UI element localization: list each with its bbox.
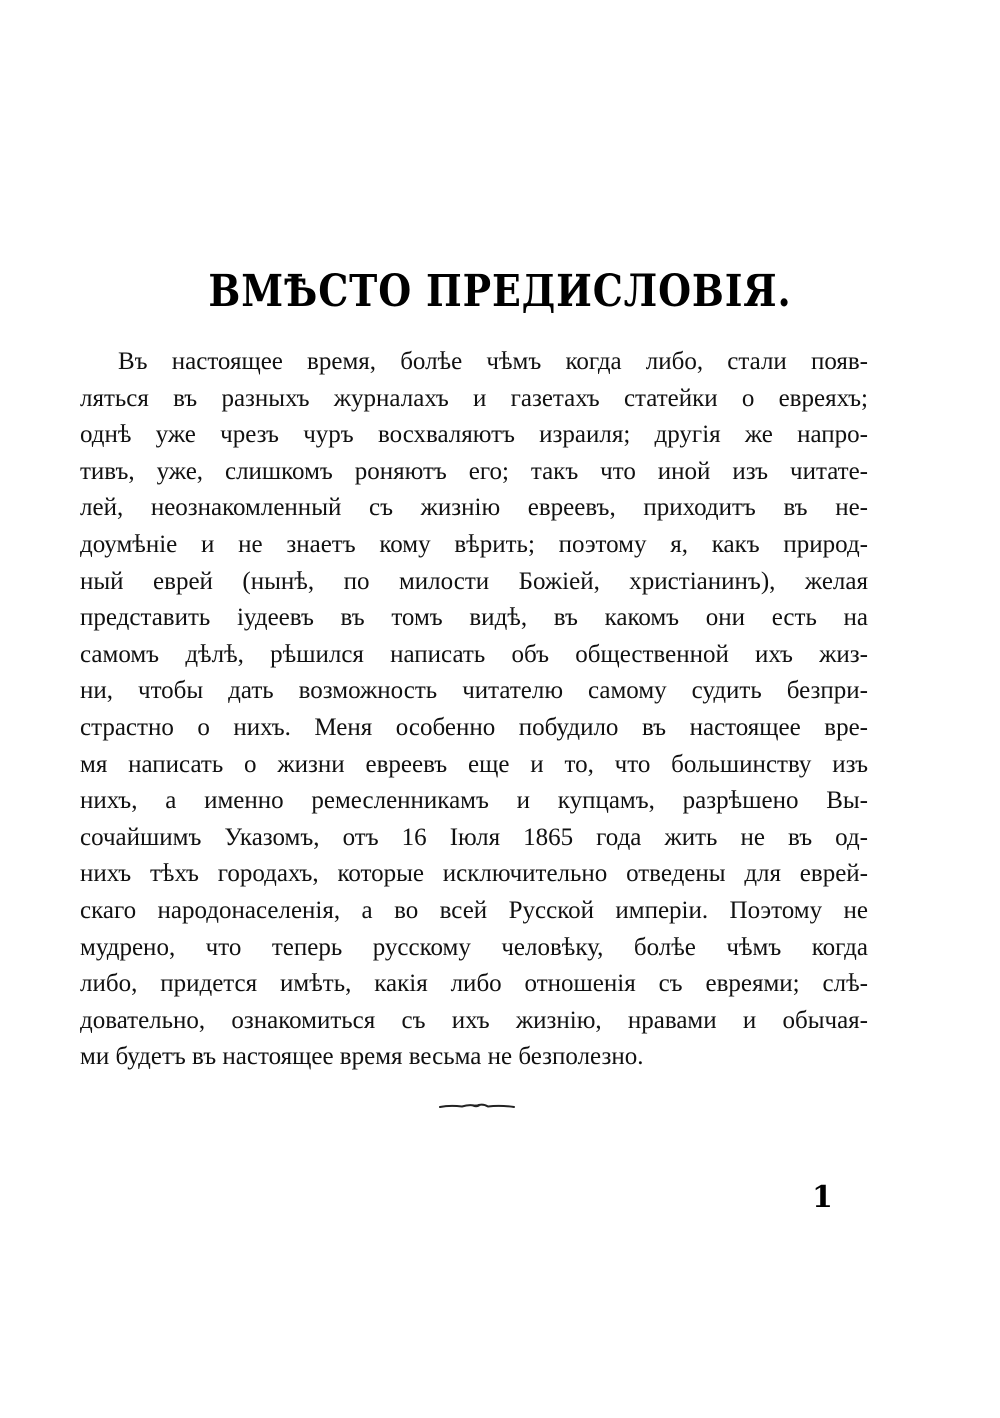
text-line: мудрено, что теперь русскому человѣку, болѣе чѣмъ когда bbox=[80, 933, 868, 961]
text-line: либо, придется имѣть, какія либо отношенія съ евреями; слѣ- bbox=[80, 970, 868, 998]
text-line: однѣ уже чрезъ чуръ восхваляютъ израиля; другія же напро- bbox=[80, 421, 868, 449]
page-number: 1 bbox=[812, 1180, 833, 1215]
text-line: скаго народонаселенія, а во всей Русской имперіи. Поэтому не bbox=[80, 896, 868, 924]
text-line: Въ настоящее время, болѣе чѣмъ когда либо, стали появ- bbox=[118, 348, 868, 375]
text-line: доумѣніе и не знаетъ кому вѣрить; поэтому я, какъ природ- bbox=[80, 530, 868, 558]
text-line: тивъ, уже, слишкомъ роняютъ его; такъ что иной изъ читате- bbox=[80, 457, 868, 485]
text-line: сочайшимъ Указомъ, отъ 16 Іюля 1865 года жить не въ од- bbox=[80, 823, 868, 851]
text-line: довательно, ознакомиться съ ихъ жизнію, нравами и обычая- bbox=[80, 1006, 868, 1034]
text-line: самомъ дѣлѣ, рѣшился написать объ общественной ихъ жиз- bbox=[80, 640, 868, 668]
text-line: нихъ тѣхъ городахъ, которые исключительно отведены для еврей- bbox=[80, 860, 868, 888]
text-line: представить іудеевъ въ томъ видѣ, въ какомъ они есть на bbox=[80, 604, 868, 632]
text-line: мя написать о жизни евреевъ еще и то, что большинству изъ bbox=[80, 750, 868, 778]
text-line: ляться въ разныхъ журналахъ и газетахъ статейки о евреяхъ; bbox=[80, 384, 868, 412]
ornament-divider-icon bbox=[438, 1100, 516, 1112]
text-line: страстно о нихъ. Меня особенно побудило въ настоящее вре- bbox=[80, 713, 868, 741]
text-line: ный еврей (нынѣ, по милости Божіей, христіанинъ), желая bbox=[80, 567, 868, 595]
page-title: ВМѢСТО ПРЕДИСЛОВІЯ. bbox=[208, 266, 792, 317]
preface-text bbox=[80, 344, 868, 1076]
text-line: лей, неознакомленный съ жизнію евреевъ, приходитъ въ не- bbox=[80, 494, 868, 522]
text-line: ни, чтобы дать возможность читателю самому судить безпри- bbox=[80, 677, 868, 705]
text-line: ми будетъ въ настоящее время весьма не безполезно. bbox=[80, 1043, 644, 1071]
text-line: нихъ, а именно ремесленникамъ и купцамъ, разрѣшено Вы- bbox=[80, 787, 868, 815]
